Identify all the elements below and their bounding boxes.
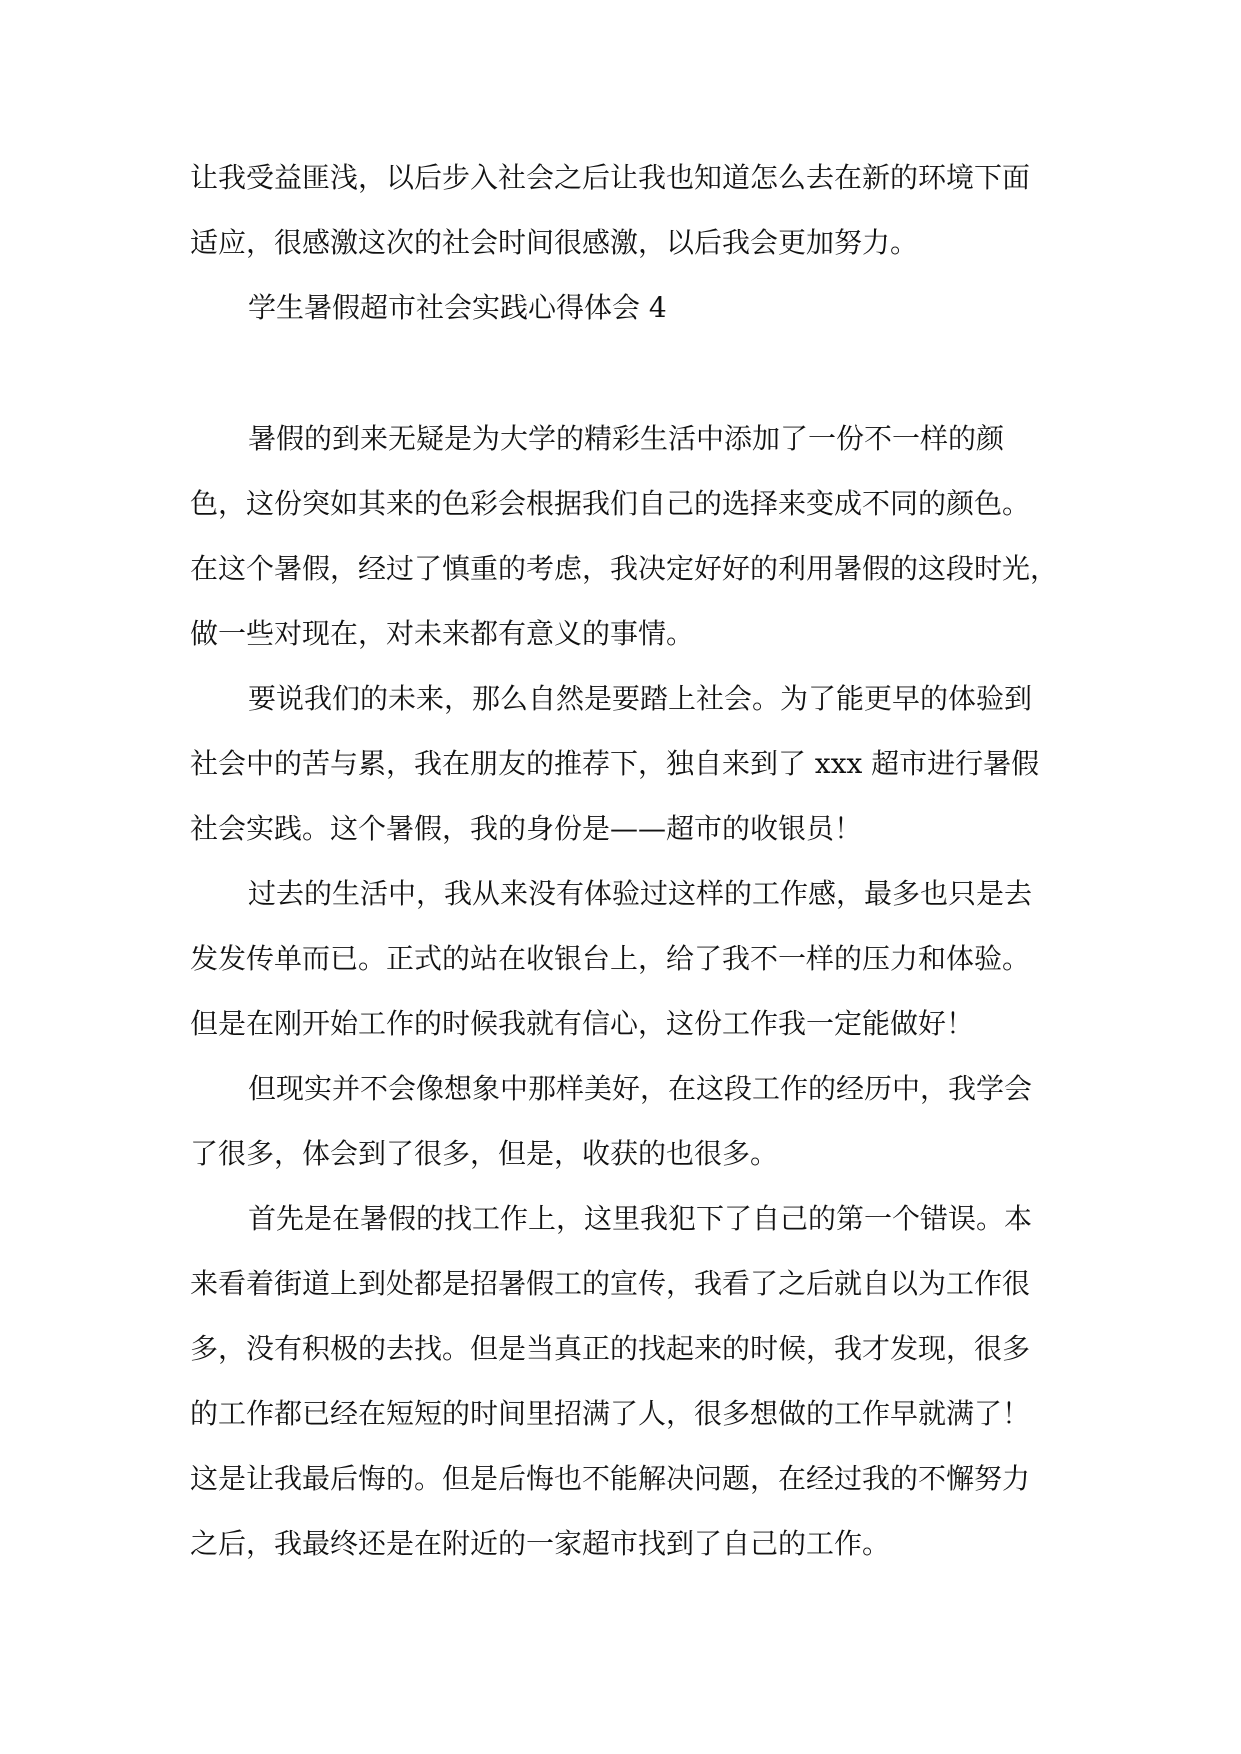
paragraph-line: 社会实践。这个暑假，我的身份是——超市的收银员！ bbox=[190, 812, 863, 845]
paragraph-line: 但现实并不会像想象中那样美好，在这段工作的经历中，我学会 bbox=[248, 1072, 1033, 1105]
paragraph-line: 要说我们的未来，那么自然是要踏上社会。为了能更早的体验到 bbox=[248, 682, 1033, 715]
paragraph-line: 让我受益匪浅，以后步入社会之后让我也知道怎么去在新的环境下面 bbox=[190, 161, 1031, 194]
document-body bbox=[190, 145, 1070, 1576]
paragraph-line: 在这个暑假，经过了慎重的考虑，我决定好好的利用暑假的这段时光， bbox=[190, 552, 1059, 585]
paragraph-line: 来看着街道上到处都是招暑假工的宣传，我看了之后就自以为工作很 bbox=[190, 1267, 1031, 1300]
paragraph-line: 首先是在暑假的找工作上，这里我犯下了自己的第一个错误。本 bbox=[248, 1202, 1033, 1235]
paragraph-line: 但是在刚开始工作的时候我就有信心，这份工作我一定能做好！ bbox=[190, 1007, 975, 1040]
section-heading: 学生暑假超市社会实践心得体会 4 bbox=[248, 291, 667, 324]
paragraph-line: 之后，我最终还是在附近的一家超市找到了自己的工作。 bbox=[190, 1527, 891, 1560]
paragraph-line: 了很多，体会到了很多，但是，收获的也很多。 bbox=[190, 1137, 779, 1170]
paragraph-line: 色，这份突如其来的色彩会根据我们自己的选择来变成不同的颜色。 bbox=[190, 487, 1031, 520]
paragraph-line: 发发传单而已。正式的站在收银台上，给了我不一样的压力和体验。 bbox=[190, 942, 1031, 975]
paragraph-line: 这是让我最后悔的。但是后悔也不能解决问题，在经过我的不懈努力 bbox=[190, 1462, 1031, 1495]
paragraph-line: 做一些对现在，对未来都有意义的事情。 bbox=[190, 617, 695, 650]
paragraph-line: 社会中的苦与累，我在朋友的推荐下，独自来到了 xxx 超市进行暑假 bbox=[190, 747, 1040, 780]
paragraph-line: 暑假的到来无疑是为大学的精彩生活中添加了一份不一样的颜 bbox=[248, 422, 1005, 455]
blank-space bbox=[190, 340, 1070, 406]
paragraph-line: 多，没有积极的去找。但是当真正的找起来的时候，我才发现，很多 bbox=[190, 1332, 1031, 1365]
paragraph-line: 适应，很感激这次的社会时间很感激，以后我会更加努力。 bbox=[190, 226, 919, 259]
paragraph-line: 的工作都已经在短短的时间里招满了人，很多想做的工作早就满了！ bbox=[190, 1397, 1031, 1430]
paragraph-line: 过去的生活中，我从来没有体验过这样的工作感，最多也只是去 bbox=[248, 877, 1033, 910]
